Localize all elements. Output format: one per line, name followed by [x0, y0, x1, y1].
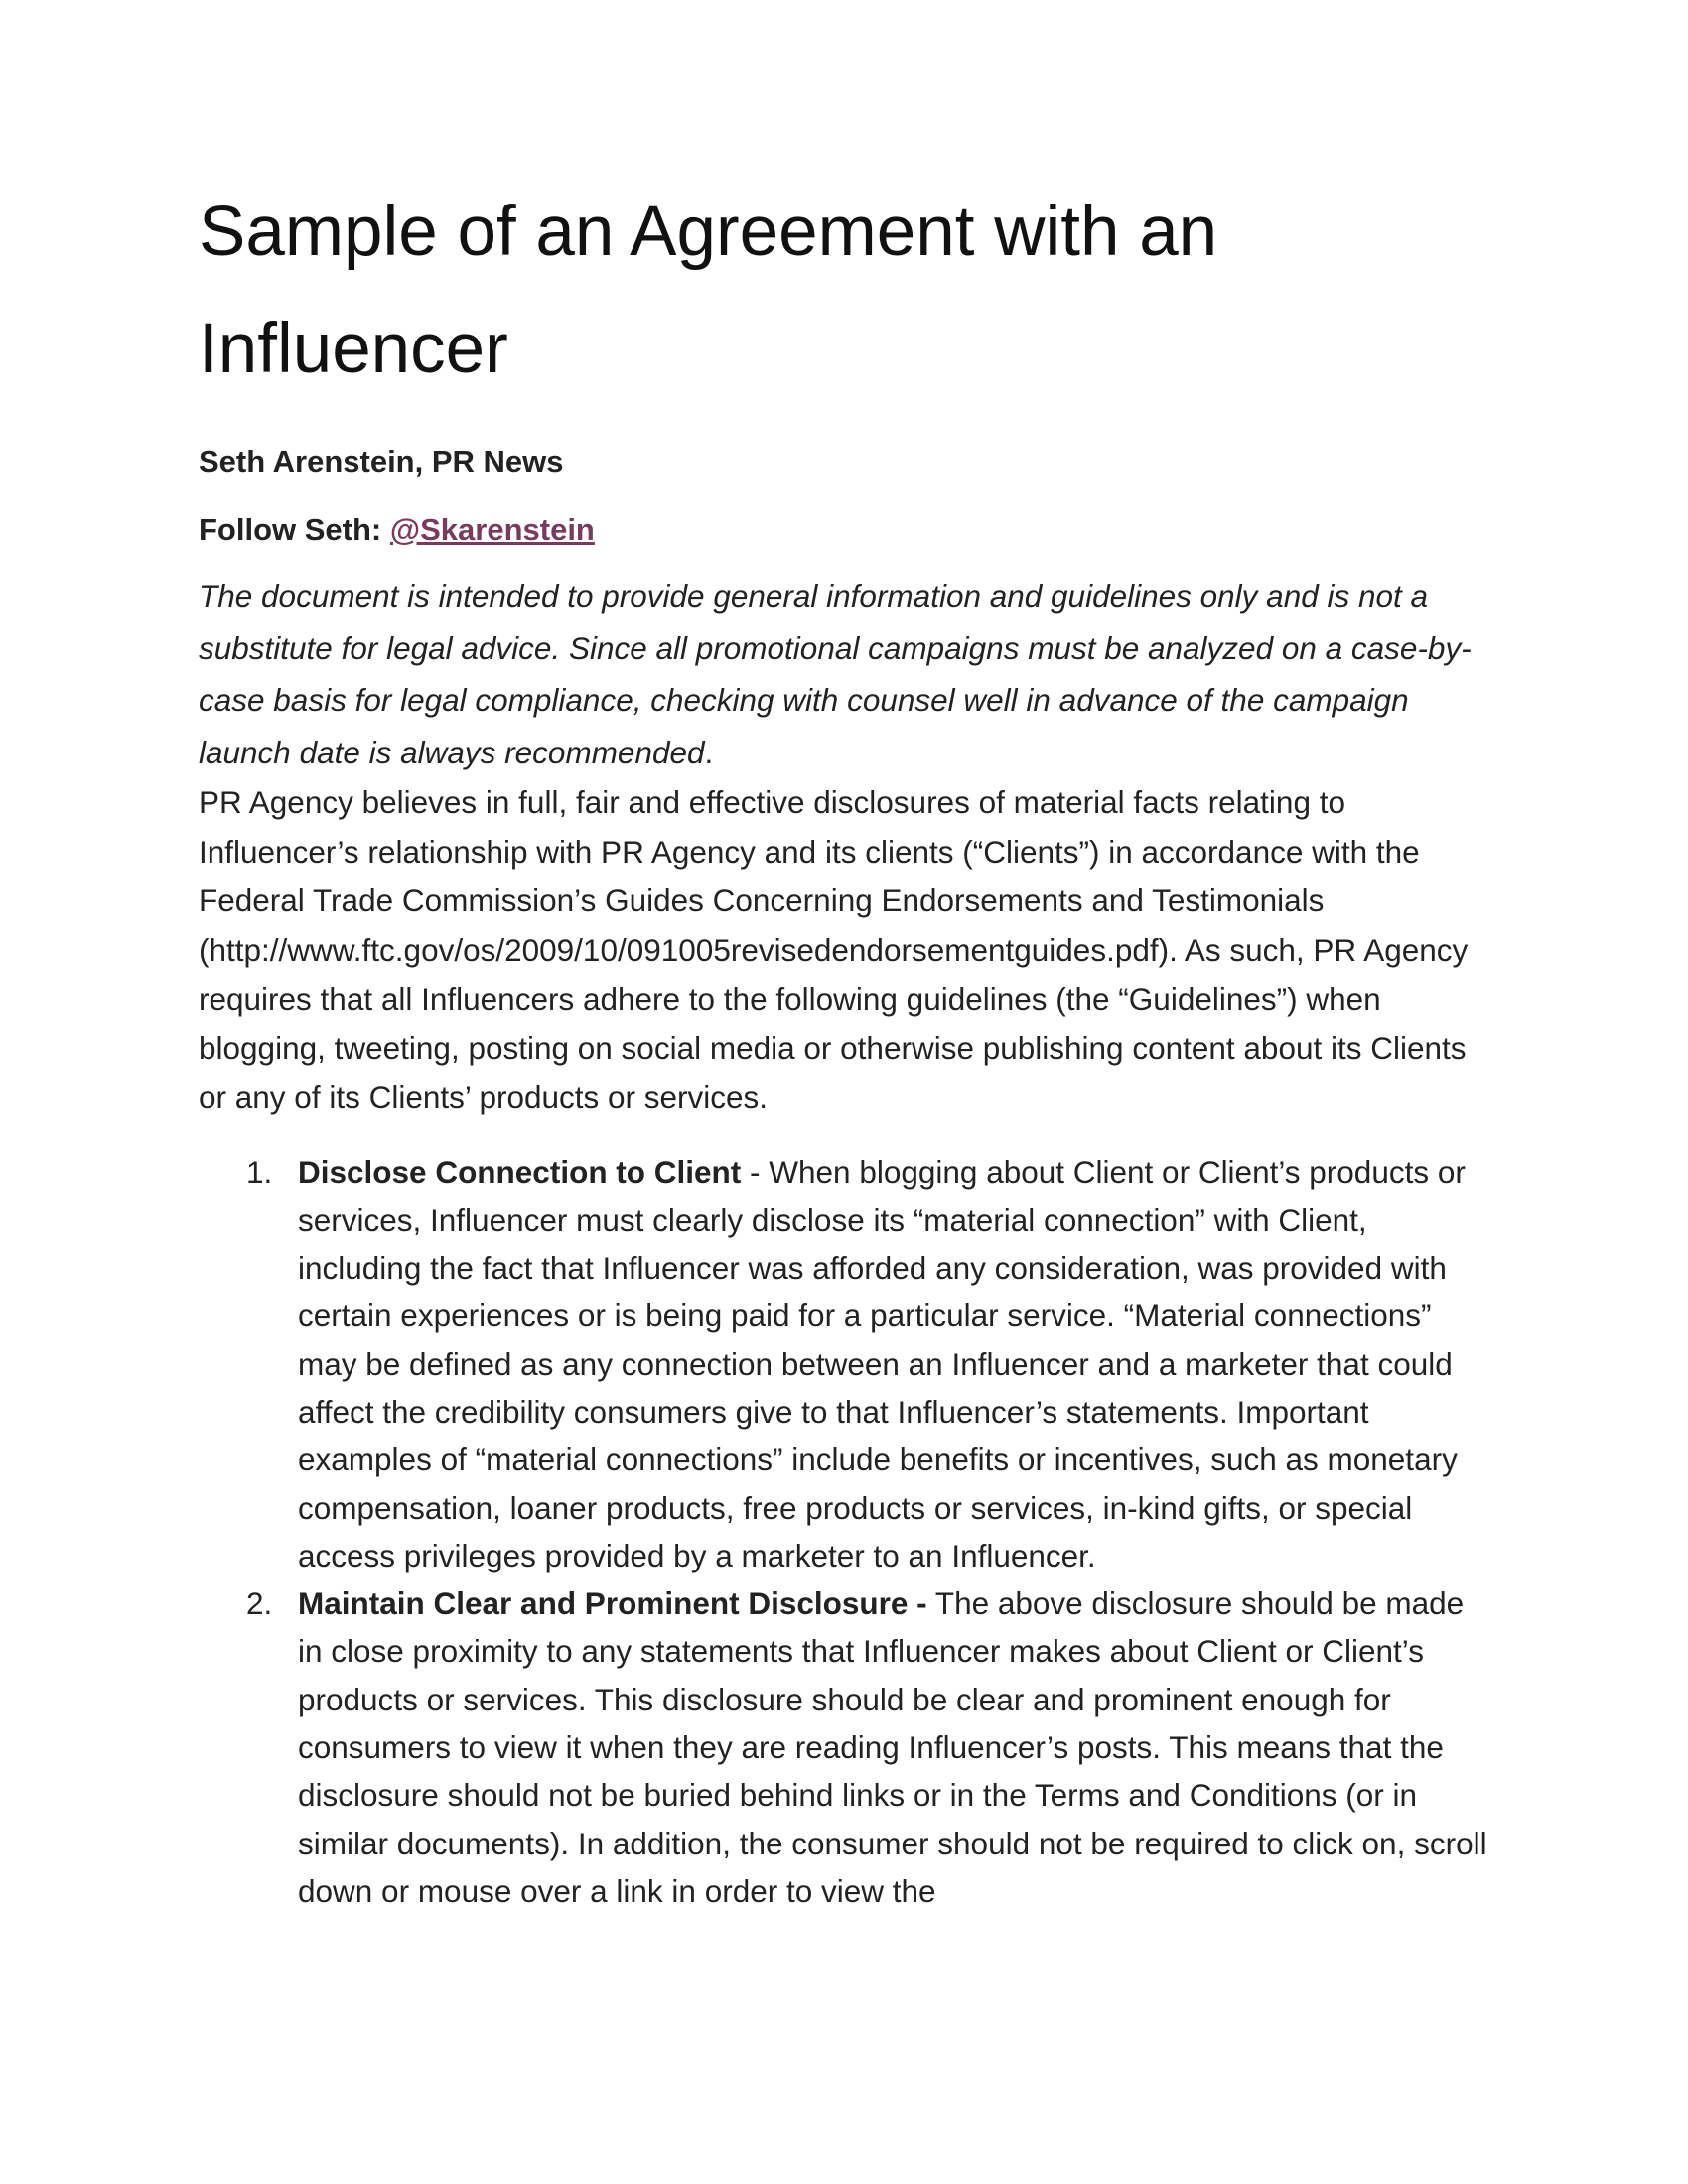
document-title: Sample of an Agreement with an Influencer	[199, 193, 1218, 388]
disclaimer-text: The document is intended to provide general information and guidelines only and is not a substitute for legal advice. Since all promotional campaigns must be analyzed on a case-by-case basis for legal compliance, checking with counsel well in advance of the campaign launch date is always recommended	[199, 578, 1472, 770]
guideline-text: - When blogging about Client or Client’s products or services, Influencer must clearly disclose its “material connection” with Client, including the fact that Influencer was afforded any consideration, was provided with certain experiences or is being paid for a particular service. “Material connections” may be defined as any connection between an Influencer and a marketer that could affect the credibility consumers give to that Influencer’s statements. Important examples of “material connections” include benefits or incentives, such as monetary compensation, loaner products, free products or services, in-kind gifts, or special access privileges provided by a marketer to an Influencer.	[298, 1154, 1466, 1573]
guidelines-list	[199, 1149, 1489, 1916]
legal-disclaimer	[199, 570, 1489, 778]
author-byline: Seth Arenstein, PR News	[199, 444, 564, 478]
guideline-number: 2.	[246, 1585, 273, 1622]
follow-line	[199, 510, 1489, 550]
intro-paragraph: PR Agency believes in full, fair and effective disclosures of material facts relating to Influencer’s relationship with PR Agency and its clients (“Clients”) in accordance with the Federal Trade Commission’s Guides Concerning Endorsements and Testimonials (http://www.ftc.gov/os/2009/10/091005revisedendorsementguides.pdf). As such, PR Agency requires that all Influencers adhere to the following guidelines (the “Guidelines”) when blogging, tweeting, posting on social media or otherwise publishing content about its Clients or any of its Clients’ products or services.	[199, 784, 1469, 1115]
guideline-item	[199, 1149, 1489, 1580]
follow-label: Follow Seth:	[199, 512, 382, 547]
guideline-text: The above disclosure should be made in close proximity to any statements that Influencer makes about Client or Client’s products or services. This disclosure should be clear and prominent enough for consumers to view it when they are reading Influencer’s posts. This means that the disclosure should not be buried behind links or in the Terms and Conditions (or in similar documents). In addition, the consumer should not be required to click on, scroll down or mouse over a link in order to view the	[298, 1585, 1487, 1909]
guideline-number: 1.	[246, 1154, 273, 1190]
twitter-handle-link[interactable]: @Skarenstein	[389, 512, 595, 547]
document-page	[199, 174, 1489, 1915]
guideline-heading: Maintain Clear and Prominent Disclosure -	[298, 1585, 927, 1622]
guideline-item	[199, 1579, 1489, 1915]
disclaimer-period: .	[704, 734, 714, 770]
guideline-heading: Disclose Connection to Client	[298, 1154, 742, 1190]
